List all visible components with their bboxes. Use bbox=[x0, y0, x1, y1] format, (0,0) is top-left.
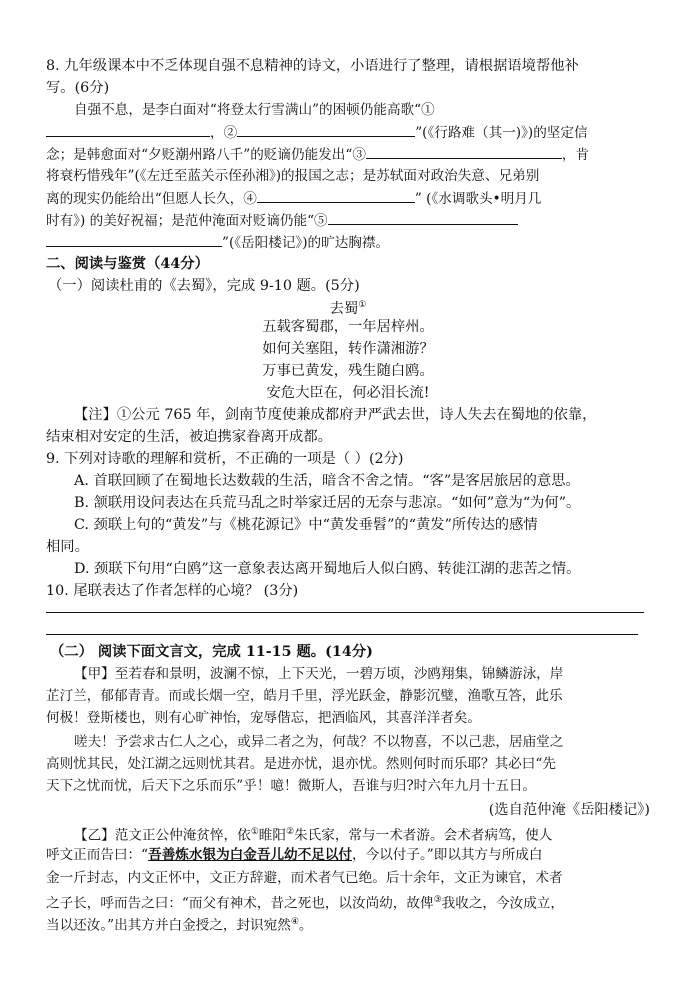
answer-blank-1[interactable] bbox=[46, 122, 210, 137]
jia-line-1: 【甲】至若春和景明，波澜不惊，上下天光，一碧万顷，沙鸥翔集，锦鳞游泳，岸 bbox=[74, 666, 564, 682]
poem-line-4: 安危大臣在，何必泪长流! bbox=[266, 385, 430, 401]
q8-para-line1: 自强不息，是李白面对“将登太行雪满山”的困顿仍能高歌“① bbox=[74, 102, 435, 118]
q9-option-d[interactable]: D. 颈联下句用“白鸥”这一意象表达离开蜀地后人似白鸥、转徙江湖的悲苦之情。 bbox=[74, 561, 581, 577]
q8-para-line2: ，② ”(《行路难（其一)》)的坚定信 bbox=[46, 122, 588, 143]
yi-line-3: 金一斤封志，内文正怀中，文正方辞避，而术者气已绝。后十余年，文正为谏官，术者 bbox=[46, 870, 563, 886]
q9-option-c-cont: 相同。 bbox=[46, 539, 89, 555]
answer-blank-5-cont[interactable] bbox=[46, 232, 222, 247]
answer-blank-5[interactable] bbox=[328, 210, 518, 225]
subsection-2-title: （二） 阅读下面文言文，完成 11-15 题。(14分) bbox=[50, 644, 373, 660]
underlined-sentence: 吾善炼水银为白金吾儿幼不足以付 bbox=[148, 847, 353, 863]
q8-para-line3: 念；是韩愈面对“夕贬潮州路八千”的贬谪仍能发出“③ ，肯 bbox=[46, 144, 589, 165]
q9-option-c[interactable]: C. 颈联上句的“黄发”与《桃花源记》中“黄发垂髫”的“黄发”所传达的感情 bbox=[74, 517, 538, 533]
poem-title: 去蜀① bbox=[329, 300, 367, 317]
q8-line1: 8. 九年级课本中不乏体现自强不息精神的诗文，小语进行了整理，请根据语境帮他补 bbox=[46, 58, 579, 74]
poem-line-1: 五载客蜀郡，一年居梓州。 bbox=[262, 319, 434, 335]
q10-stem: 10. 尾联表达了作者怎样的心境？ (3分) bbox=[46, 583, 299, 599]
jia-line-6: 天下之忧而忧，后天下之乐而乐”乎！噫！微斯人，吾谁与归?时六年九月十五日。 bbox=[46, 778, 537, 794]
jia-source: (选自范仲淹《岳阳楼记》) bbox=[488, 802, 650, 818]
q8-para-line4: 将衰朽惜残年”(《左迁至蓝关示侄孙湘》)的报国之志；是苏轼面对政治失意、兄弟别 bbox=[46, 168, 540, 184]
answer-line-2[interactable] bbox=[46, 634, 638, 635]
answer-blank-3[interactable] bbox=[366, 144, 562, 159]
answer-line-1[interactable] bbox=[46, 612, 644, 613]
jia-line-5: 高则忧其民，处江湖之远则忧其君。是进亦忧，退亦忧。然则何时而乐耶？其必曰“先 bbox=[46, 756, 556, 772]
q9-stem: 9. 下列对诗歌的理解和赏析，不正确的一项是（ ）(2分) bbox=[46, 451, 404, 467]
q8-para-line6: 时有》) 的美好祝福；是范仲淹面对贬谪仍能“⑤ bbox=[46, 210, 518, 231]
q8-para-line5: 离的现实仍能给出“但愿人长久，④ ” (《水调歌头•明月几 bbox=[46, 188, 541, 209]
jia-line-4: 嗟夫！予尝求古仁人之心，或异二者之为，何哉？不以物喜，不以己悲，居庙堂之 bbox=[74, 734, 564, 750]
q9-option-b[interactable]: B. 颔联用设问表达在兵荒马乱之时举家迁居的无奈与悲凉。“如何”意为“为何”。 bbox=[74, 495, 581, 511]
answer-blank-2[interactable] bbox=[237, 122, 415, 137]
yi-line-4: 之子长，呼而告之曰：“而父有神术，昔之死也，以汝尚幼，故俾③我收之，今汝成立， bbox=[46, 895, 564, 912]
poem-note-line2: 结束相对安定的生活，被迫携家眷离开成都。 bbox=[46, 429, 332, 445]
jia-line-3: 何极！登斯楼也，则有心旷神怡，宠辱偕忘，把酒临风，其喜洋洋者矣。 bbox=[46, 710, 481, 726]
q8-para-line7: ”(《岳阳楼记》)的旷达胸襟。 bbox=[46, 232, 389, 253]
yi-line-2: 呼文正而告曰：“吾善炼水银为白金吾儿幼不足以付，今以付子。”即以其方与所成白 bbox=[46, 847, 543, 863]
answer-blank-4[interactable] bbox=[257, 188, 415, 203]
subsection-1-title: （一）阅读杜甫的《去蜀》，完成 9-10 题。(5分) bbox=[48, 278, 360, 294]
section-2-title: 二、阅读与鉴赏（44分） bbox=[46, 256, 209, 272]
poem-note-line1: 【注】①公元 765 年，剑南节度使兼成都府尹严武去世，诗人失去在蜀地的依靠， bbox=[74, 407, 597, 423]
poem-line-2: 如何关塞阻，转作潇湘游？ bbox=[262, 341, 434, 357]
q9-option-a[interactable]: A. 首联回顾了在蜀地长达数载的生活，暗含不舍之情。“客”是客居旅居的意思。 bbox=[74, 473, 580, 489]
yi-line-5: 当以还汝。”出其方并白金授之，封识宛然④。 bbox=[46, 917, 313, 934]
yi-line-1: 【乙】范文正公仲淹贫悴，依①睢阳②朱氏家，常与一术者游。会术者病笃，使人 bbox=[74, 827, 553, 844]
poem-line-3: 万事已黄发，残生随白鸥。 bbox=[262, 363, 434, 379]
q8-line2: 写。(6分) bbox=[46, 80, 110, 96]
jia-line-2: 芷汀兰，郁郁青青。而或长烟一空，皓月千里，浮光跃金，静影沉璧，渔歌互答，此乐 bbox=[46, 688, 563, 704]
